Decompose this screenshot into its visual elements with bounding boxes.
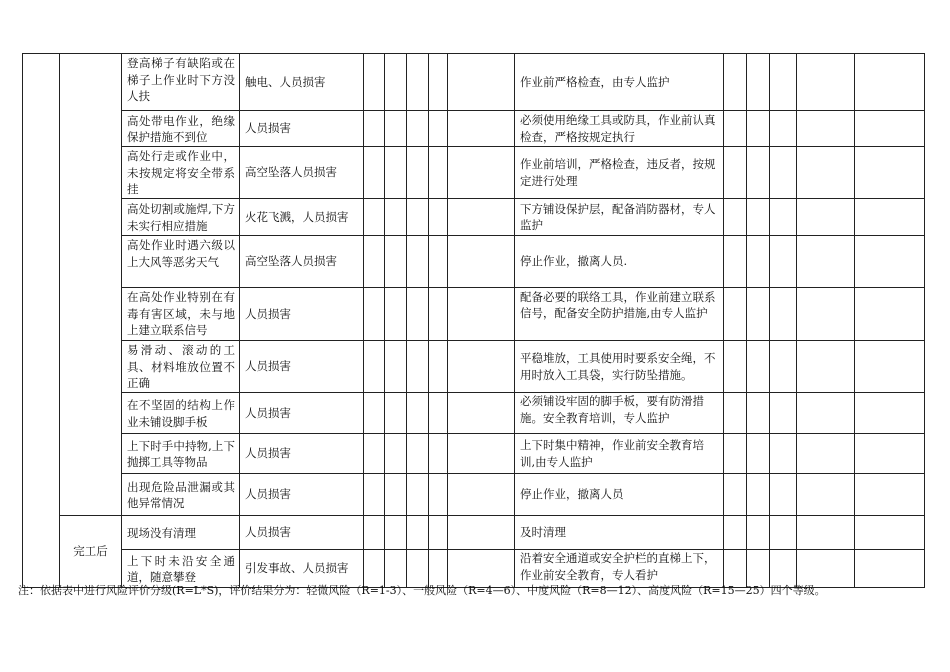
consequence-cell: 人员损害 — [240, 474, 364, 516]
phase-cell — [60, 54, 122, 516]
hazard-cell: 现场没有清理 — [122, 516, 240, 550]
measure-cell: 配备必要的联络工具，作业前建立联系信号，配备安全防护措施,由专人监护 — [515, 288, 724, 341]
consequence-cell: 人员损害 — [240, 516, 364, 550]
consequence-cell: 高空坠落人员损害 — [240, 147, 364, 199]
hazard-cell: 高处带电作业，绝缘保护措施不到位 — [122, 111, 240, 147]
measure-cell: 停止作业，撤离人员. — [515, 236, 724, 288]
table-row — [23, 393, 925, 434]
measure-cell: 及时清理 — [515, 516, 724, 550]
table-row — [23, 516, 925, 550]
project-cell — [23, 54, 60, 588]
consequence-cell: 人员损害 — [240, 111, 364, 147]
hazard-cell: 在不坚固的结构上作业未铺设脚手板 — [122, 393, 240, 434]
hazard-cell: 高处行走或作业中，未按规定将安全带系挂 — [122, 147, 240, 199]
consequence-cell: 人员损害 — [240, 288, 364, 341]
table-row — [23, 199, 925, 236]
measure-cell: 下方铺设保护层，配备消防器材，专人监护 — [515, 199, 724, 236]
consequence-cell: 高空坠落人员损害 — [240, 236, 364, 288]
phase-cell: 完工后 — [60, 516, 122, 588]
table-row — [23, 111, 925, 147]
hazard-cell: 高处作业时遇六级以上大风等恶劣天气 — [122, 236, 240, 288]
risk-assessment-table — [22, 53, 925, 588]
consequence-cell: 引发事故、人员损害 — [240, 550, 364, 588]
measure-cell: 必须铺设牢固的脚手板，要有防滑措施。安全教育培训，专人监护 — [515, 393, 724, 434]
table-row — [23, 550, 925, 588]
table-row — [23, 434, 925, 474]
hazard-cell: 上下时未沿安全通道，随意攀登 — [122, 550, 240, 588]
consequence-cell: 火花飞溅，人员损害 — [240, 199, 364, 236]
hazard-cell: 在高处作业特别在有毒有害区域，未与地上建立联系信号 — [122, 288, 240, 341]
table-footnote: 注：依据表中进行风险评价分级(R=L*S)，评价结果分为：轻微风险（R=1-3）、一般风险（R=4—6）、中度风险（R=8—12）、高度风险（R=15—25）四个等级。 — [18, 584, 826, 597]
measure-cell: 平稳堆放，工具使用时要系安全绳，不用时放入工具袋，实行防坠措施。 — [515, 341, 724, 393]
table-row — [23, 341, 925, 393]
consequence-cell: 人员损害 — [240, 341, 364, 393]
table-row — [23, 147, 925, 199]
consequence-cell: 人员损害 — [240, 393, 364, 434]
measure-cell: 沿着安全通道或安全护栏的直梯上下，作业前安全教育，专人看护 — [515, 550, 724, 588]
table-row — [23, 236, 925, 288]
measure-cell: 上下时集中精神，作业前安全教育培训,由专人监护 — [515, 434, 724, 474]
hazard-cell: 上下时手中持物,上下抛掷工具等物品 — [122, 434, 240, 474]
hazard-cell: 出现危险品泄漏或其他异常情况 — [122, 474, 240, 516]
measure-cell: 作业前培训，严格检查，违反者，按规定进行处理 — [515, 147, 724, 199]
hazard-cell: 登高梯子有缺陷或在梯子上作业时下方没人扶 — [122, 54, 240, 111]
hazard-cell: 高处切割或施焊,下方未实行相应措施 — [122, 199, 240, 236]
hazard-cell: 易滑动、滚动的工具、材料堆放位置不正确 — [122, 341, 240, 393]
table-row — [23, 288, 925, 341]
measure-cell: 必须使用绝缘工具或防具，作业前认真检查，严格按规定执行 — [515, 111, 724, 147]
consequence-cell: 人员损害 — [240, 434, 364, 474]
table-row — [23, 54, 925, 111]
measure-cell: 停止作业，撤离人员 — [515, 474, 724, 516]
table-row — [23, 474, 925, 516]
measure-cell: 作业前严格检查，由专人监护 — [515, 54, 724, 111]
consequence-cell: 触电、人员损害 — [240, 54, 364, 111]
